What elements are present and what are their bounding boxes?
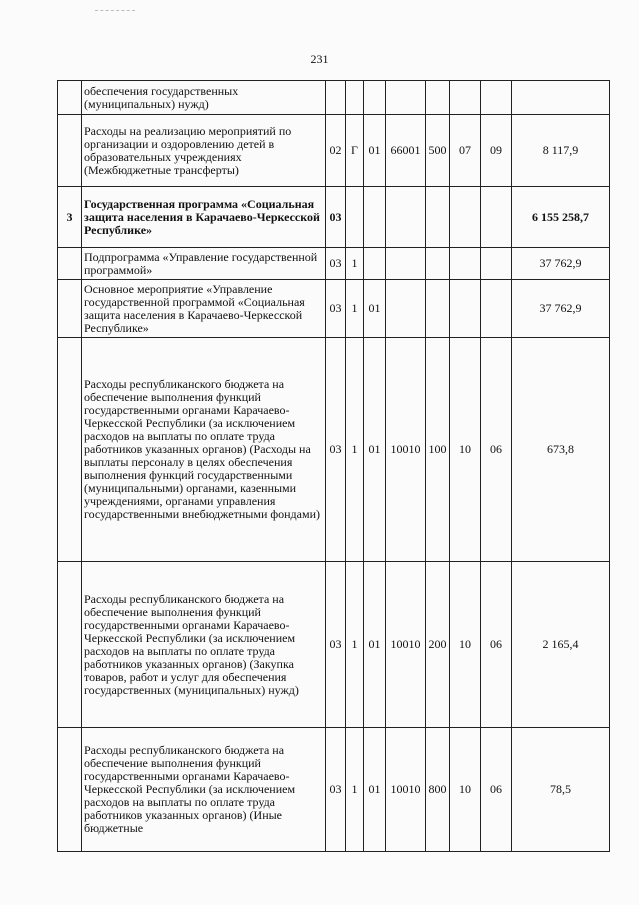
code-expense-type-cell bbox=[426, 81, 450, 115]
code-section-cell: 07 bbox=[450, 115, 481, 187]
row-number-cell: 3 bbox=[58, 187, 82, 248]
table-row bbox=[58, 248, 610, 280]
row-number-cell bbox=[58, 728, 82, 852]
code-subprogram-cell: Г bbox=[346, 115, 364, 187]
code-event-cell bbox=[364, 187, 386, 248]
code-subsection-cell bbox=[481, 280, 512, 338]
code-subprogram-cell: 1 bbox=[346, 562, 364, 728]
row-name-cell: Государственная программа «Социальная защита населения в Карачаево-Черкесской Республике» bbox=[82, 187, 326, 248]
row-name-cell: Расходы республиканского бюджета на обеспечение выполнения функций государственными органами Карачаево-Черкесской Республики (за исключением расходов на выплаты по оплате труда работников указанных органов) (Закупка товаров, работ и услуг для обеспечения государственных (муниципальных) нужд) bbox=[82, 562, 326, 728]
code-subprogram-cell bbox=[346, 81, 364, 115]
row-sum-cell bbox=[512, 81, 610, 115]
code-event-cell: 01 bbox=[364, 562, 386, 728]
code-program-cell: 02 bbox=[326, 115, 346, 187]
code-subsection-cell: 06 bbox=[481, 728, 512, 852]
table-row bbox=[58, 280, 610, 338]
row-sum-cell: 78,5 bbox=[512, 728, 610, 852]
code-direction-cell bbox=[386, 81, 426, 115]
row-sum-cell: 673,8 bbox=[512, 338, 610, 562]
table-row bbox=[58, 115, 610, 187]
code-direction-cell: 10010 bbox=[386, 338, 426, 562]
code-expense-type-cell: 100 bbox=[426, 338, 450, 562]
row-name-cell: Расходы на реализацию мероприятий по организации и оздоровлению детей в образовательных учреждениях (Межбюджетные трансферты) bbox=[82, 115, 326, 187]
table-row bbox=[58, 81, 610, 115]
row-sum-cell: 6 155 258,7 bbox=[512, 187, 610, 248]
code-event-cell bbox=[364, 81, 386, 115]
code-expense-type-cell: 200 bbox=[426, 562, 450, 728]
code-program-cell: 03 bbox=[326, 248, 346, 280]
code-subsection-cell bbox=[481, 187, 512, 248]
row-name-cell: Расходы республиканского бюджета на обеспечение выполнения функций государственными органами Карачаево-Черкесской Республики (за исключением расходов на выплаты по оплате труда работников указанных органов) (Иные бюджетные bbox=[82, 728, 326, 852]
code-subsection-cell: 06 bbox=[481, 562, 512, 728]
row-sum-cell: 8 117,9 bbox=[512, 115, 610, 187]
code-event-cell: 01 bbox=[364, 728, 386, 852]
code-direction-cell bbox=[386, 280, 426, 338]
code-direction-cell: 10010 bbox=[386, 728, 426, 852]
code-program-cell: 03 bbox=[326, 728, 346, 852]
row-number-cell bbox=[58, 280, 82, 338]
code-direction-cell: 10010 bbox=[386, 562, 426, 728]
code-subprogram-cell: 1 bbox=[346, 248, 364, 280]
code-expense-type-cell: 800 bbox=[426, 728, 450, 852]
scan-artifact bbox=[95, 10, 135, 12]
row-sum-cell: 2 165,4 bbox=[512, 562, 610, 728]
code-program-cell bbox=[326, 81, 346, 115]
budget-table bbox=[57, 80, 610, 852]
code-event-cell: 01 bbox=[364, 338, 386, 562]
row-number-cell bbox=[58, 338, 82, 562]
table-row bbox=[58, 187, 610, 248]
code-program-cell: 03 bbox=[326, 338, 346, 562]
code-program-cell: 03 bbox=[326, 187, 346, 248]
code-direction-cell: 66001 bbox=[386, 115, 426, 187]
code-expense-type-cell bbox=[426, 187, 450, 248]
row-number-cell bbox=[58, 81, 82, 115]
row-sum-cell: 37 762,9 bbox=[512, 280, 610, 338]
code-subsection-cell bbox=[481, 248, 512, 280]
code-section-cell bbox=[450, 81, 481, 115]
row-name-cell: обеспечения государственных (муниципальных) нужд) bbox=[82, 81, 326, 115]
code-subsection-cell: 06 bbox=[481, 338, 512, 562]
code-section-cell bbox=[450, 280, 481, 338]
code-subprogram-cell: 1 bbox=[346, 338, 364, 562]
table-row bbox=[58, 562, 610, 728]
code-section-cell: 10 bbox=[450, 338, 481, 562]
code-direction-cell bbox=[386, 248, 426, 280]
code-expense-type-cell: 500 bbox=[426, 115, 450, 187]
code-expense-type-cell bbox=[426, 280, 450, 338]
code-direction-cell bbox=[386, 187, 426, 248]
code-subprogram-cell: 1 bbox=[346, 280, 364, 338]
code-event-cell: 01 bbox=[364, 115, 386, 187]
code-subprogram-cell: 1 bbox=[346, 728, 364, 852]
row-name-cell: Основное мероприятие «Управление государственной программой «Социальная защита населения в Карачаево-Черкесской Республике» bbox=[82, 280, 326, 338]
code-section-cell: 10 bbox=[450, 562, 481, 728]
row-number-cell bbox=[58, 248, 82, 280]
code-expense-type-cell bbox=[426, 248, 450, 280]
code-section-cell bbox=[450, 248, 481, 280]
code-program-cell: 03 bbox=[326, 280, 346, 338]
table-row bbox=[58, 338, 610, 562]
row-name-cell: Подпрограмма «Управление государственной программой» bbox=[82, 248, 326, 280]
code-section-cell: 10 bbox=[450, 728, 481, 852]
code-program-cell: 03 bbox=[326, 562, 346, 728]
table-row bbox=[58, 728, 610, 852]
code-subsection-cell bbox=[481, 81, 512, 115]
code-section-cell bbox=[450, 187, 481, 248]
page-number: 231 bbox=[310, 52, 329, 66]
row-number-cell bbox=[58, 562, 82, 728]
code-event-cell bbox=[364, 248, 386, 280]
row-name-cell: Расходы республиканского бюджета на обеспечение выполнения функций государственными органами Карачаево-Черкесской Республики (за исключением расходов на выплаты по оплате труда работников указанных органов) (Расходы на выплаты персоналу в целях обеспечения выполнения функций государственными (муниципальными) органами, казенными учреждениями, органами управления государственными внебюджетными фондами) bbox=[82, 338, 326, 562]
row-number-cell bbox=[58, 115, 82, 187]
code-subsection-cell: 09 bbox=[481, 115, 512, 187]
code-event-cell: 01 bbox=[364, 280, 386, 338]
code-subprogram-cell bbox=[346, 187, 364, 248]
row-sum-cell: 37 762,9 bbox=[512, 248, 610, 280]
